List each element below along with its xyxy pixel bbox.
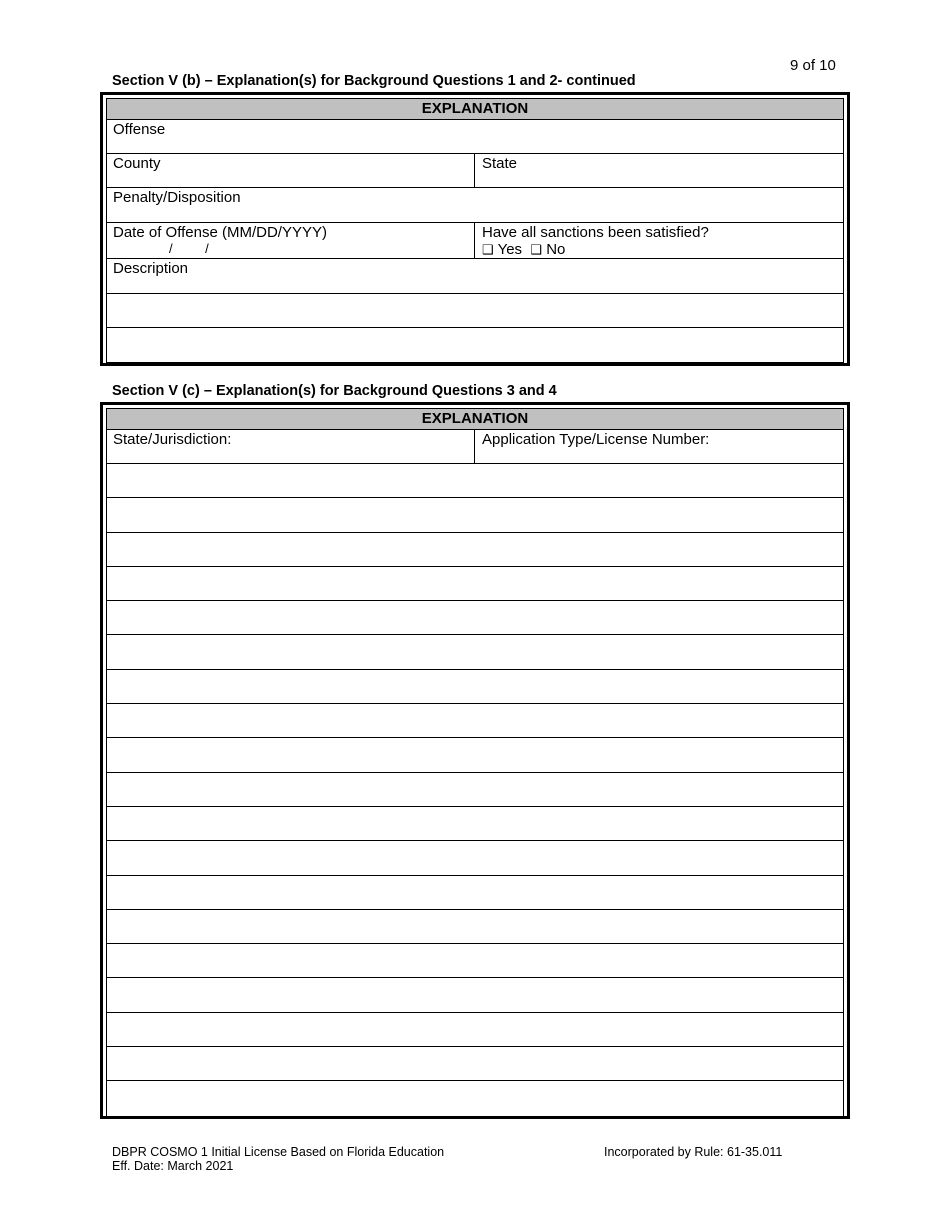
date-sanctions-row bbox=[107, 223, 843, 259]
jurisdiction-field[interactable] bbox=[107, 430, 475, 463]
section-b-inner bbox=[106, 98, 844, 363]
explanation-line[interactable] bbox=[107, 670, 843, 704]
footer-eff-date: Eff. Date: March 2021 bbox=[112, 1159, 234, 1173]
explanation-line[interactable] bbox=[107, 978, 843, 1012]
footer-left bbox=[112, 1145, 444, 1173]
description-label: Description bbox=[113, 260, 189, 277]
sanctions-label: Have all sanctions been satisfied? bbox=[482, 224, 709, 241]
penalty-label: Penalty/Disposition bbox=[113, 189, 241, 206]
explanation-line[interactable] bbox=[107, 910, 843, 944]
county-label: County bbox=[113, 155, 161, 172]
explanation-line[interactable] bbox=[107, 876, 843, 910]
section-b-title: Section V (b) – Explanation(s) for Background Questions 1 and 2- continued bbox=[112, 73, 636, 89]
state-label: State bbox=[482, 155, 518, 172]
county-field[interactable] bbox=[107, 154, 475, 187]
sanctions-field bbox=[475, 223, 843, 258]
explanation-line[interactable] bbox=[107, 498, 843, 532]
no-checkbox-icon[interactable]: ❑ bbox=[530, 242, 543, 257]
explanation-line[interactable] bbox=[107, 704, 843, 738]
description-row[interactable] bbox=[107, 259, 843, 294]
section-b-table bbox=[100, 92, 850, 366]
explanation-line[interactable] bbox=[107, 1013, 843, 1047]
license-field[interactable] bbox=[475, 430, 843, 463]
section-c-inner bbox=[106, 408, 844, 1117]
footer-form-name: DBPR COSMO 1 Initial License Based on Florida Education bbox=[112, 1145, 445, 1159]
section-c-title: Section V (c) – Explanation(s) for Background Questions 3 and 4 bbox=[112, 383, 557, 399]
explanation-line[interactable] bbox=[107, 944, 843, 978]
date-of-offense-field[interactable] bbox=[107, 223, 475, 258]
explanation-line[interactable] bbox=[107, 533, 843, 567]
explanation-line[interactable] bbox=[107, 738, 843, 772]
section-b-header: EXPLANATION bbox=[107, 99, 843, 120]
explanation-line[interactable] bbox=[107, 1081, 843, 1115]
offense-label: Offense bbox=[113, 121, 166, 138]
explanation-line[interactable] bbox=[107, 464, 843, 498]
date-slashes: / / bbox=[169, 241, 209, 256]
explanation-line[interactable] bbox=[107, 601, 843, 635]
explanation-line[interactable] bbox=[107, 841, 843, 875]
state-field[interactable] bbox=[475, 154, 843, 187]
yes-checkbox-icon[interactable]: ❑ bbox=[482, 242, 494, 257]
page-number: 9 of 10 bbox=[790, 57, 836, 74]
explanation-line[interactable] bbox=[107, 807, 843, 841]
explanation-line[interactable] bbox=[107, 773, 843, 807]
explanation-line[interactable] bbox=[107, 635, 843, 669]
county-state-row bbox=[107, 154, 843, 188]
section-c-header: EXPLANATION bbox=[107, 409, 843, 430]
offense-row[interactable] bbox=[107, 120, 843, 154]
date-label: Date of Offense (MM/DD/YYYY) bbox=[113, 224, 327, 241]
no-label: No bbox=[546, 241, 566, 258]
jurisdiction-license-row bbox=[107, 430, 843, 464]
jurisdiction-label: State/Jurisdiction: bbox=[113, 431, 232, 448]
license-label: Application Type/License Number: bbox=[482, 431, 710, 448]
footer-rule: Incorporated by Rule: 61-35.011 bbox=[604, 1145, 783, 1159]
section-c-table bbox=[100, 402, 850, 1119]
yes-label: Yes bbox=[497, 241, 523, 258]
penalty-row[interactable] bbox=[107, 188, 843, 223]
explanation-line[interactable] bbox=[107, 1047, 843, 1081]
description-line[interactable] bbox=[107, 294, 843, 328]
explanation-line[interactable] bbox=[107, 567, 843, 601]
description-line[interactable] bbox=[107, 328, 843, 362]
